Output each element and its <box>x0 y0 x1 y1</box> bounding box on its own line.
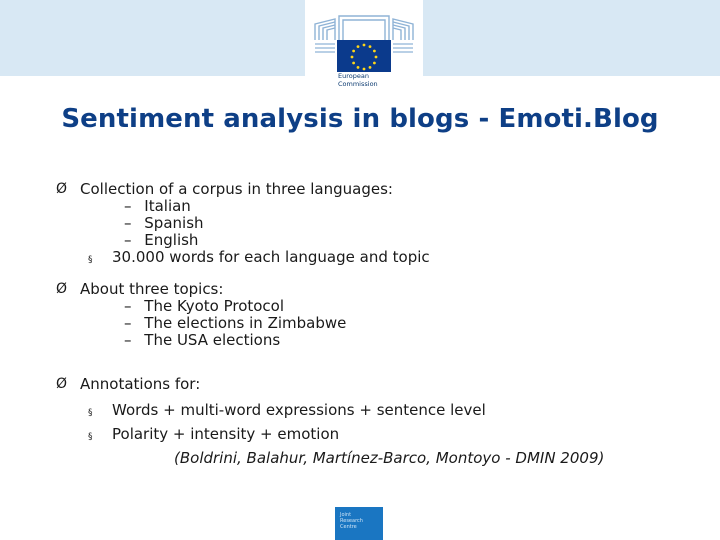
dash-bullet-icon: – <box>124 331 132 349</box>
arrow-bullet-icon: Ø <box>56 376 68 392</box>
dash-bullet-icon: – <box>124 314 132 332</box>
language-item <box>124 198 191 215</box>
bullet-1-sub <box>88 249 430 266</box>
annotation-item <box>88 402 486 419</box>
topic-item <box>124 332 280 349</box>
square-bullet-icon: § <box>88 432 93 442</box>
dash-bullet-icon: – <box>124 197 132 215</box>
topic-item <box>124 298 284 315</box>
language-item <box>124 215 204 232</box>
language-item <box>124 232 198 249</box>
dash-bullet-icon: – <box>124 231 132 249</box>
logo-text-line1: European <box>338 72 369 80</box>
bullet-1-text: Collection of a corpus in three languages: <box>80 180 393 198</box>
topic-label: The USA elections <box>144 331 281 349</box>
dash-bullet-icon: – <box>124 214 132 232</box>
arrow-bullet-icon: Ø <box>56 281 68 297</box>
topic-label: The elections in Zimbabwe <box>144 314 347 332</box>
logo-text-line2: Commission <box>338 80 378 88</box>
arrow-bullet-icon: Ø <box>56 181 68 197</box>
square-bullet-icon: § <box>88 408 93 418</box>
dash-bullet-icon: – <box>124 297 132 315</box>
bullet-1-sub-text: 30.000 words for each language and topic <box>112 248 430 266</box>
jrc-line3: Centre <box>340 524 357 530</box>
annotation-label: Words + multi-word expressions + sentence level <box>112 401 486 419</box>
bullet-2-text: About three topics: <box>80 280 224 298</box>
logo-caption <box>338 72 398 88</box>
european-commission-logo <box>305 0 423 95</box>
language-label: English <box>144 231 199 249</box>
annotation-label: Polarity + intensity + emotion <box>112 425 340 443</box>
jrc-logo <box>335 507 383 540</box>
language-label: Spanish <box>144 214 204 232</box>
language-label: Italian <box>144 197 191 215</box>
citation: (Boldrini, Balahur, Martínez-Barco, Montoyo - DMIN 2009) <box>174 449 605 467</box>
jrc-logo-text <box>340 512 363 530</box>
square-bullet-icon: § <box>88 255 93 265</box>
jrc-line1: Joint <box>340 512 352 518</box>
jrc-line2: Research <box>340 518 363 524</box>
bullet-3-text: Annotations for: <box>80 375 201 393</box>
topic-item <box>124 315 346 332</box>
annotation-item <box>88 426 339 443</box>
topic-label: The Kyoto Protocol <box>144 297 285 315</box>
slide-title: Sentiment analysis in blogs - Emoti.Blog <box>61 104 659 134</box>
